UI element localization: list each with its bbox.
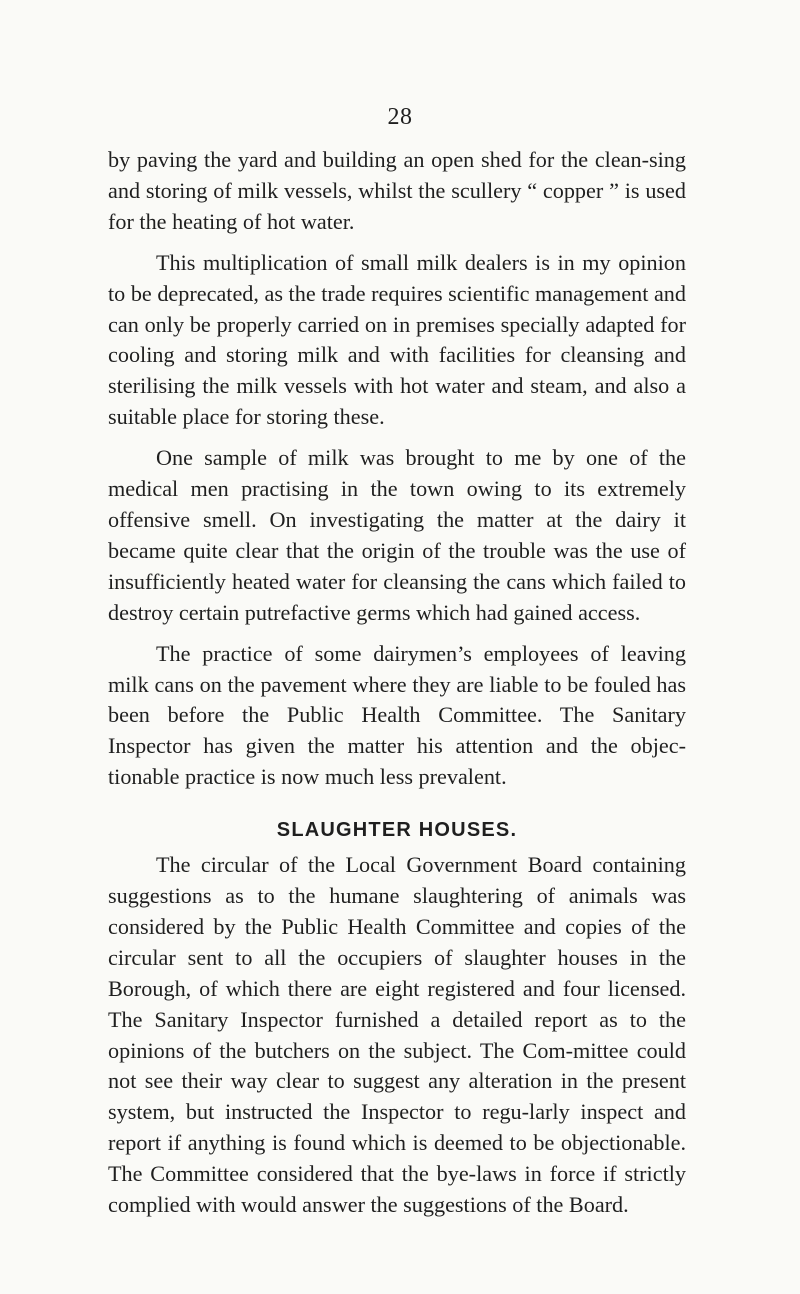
paragraph-milk-sample: One sample of milk was brought to me by one of the medical men practising in the town owing to its extremely offensive smell. On investigating the matter at the dairy it became quite clear that the origin of the trouble was the use of insufficiently heated water for cleansing the cans which failed to destroy certain putrefactive germs which had gained access. xyxy=(108,445,686,625)
paragraph-shed-continuation: by paving the yard and building an open shed for the clean-sing and storing of milk vessels, whilst the scullery “ copper ” is used for the heating of hot water. xyxy=(108,147,686,234)
page-number: 28 xyxy=(387,104,413,130)
paragraph-slaughter-circular: The circular of the Local Government Board containing suggestions as to the humane slaughtering of animals was considered by the Public Health Committee and copies of the circular sent to all the occupiers of slaughter houses in the Borough, of which there are eight registered and four licensed. The Sanitary Inspector furnished a detailed report as to the opinions of the butchers on the subject. The Com-mittee could not see their way clear to suggest any alteration in the present system, but instructed the Inspector to regu-larly inspect and report if anything is found which is deemed to be objectionable. The Committee considered that the bye-laws in force if strictly complied with would answer the suggestions of the Board. xyxy=(108,852,686,1218)
paragraph-milk-cans: The practice of some dairymen’s employees of leaving milk cans on the pavement where they are liable to be fouled has been before the Public Health Committee. The Sanitary Inspector has given the matter his attention and the objec-tionable practice is now much less prevalent. xyxy=(108,640,686,790)
body-text xyxy=(108,145,686,1221)
paragraph-milk-dealers: This multiplication of small milk dealers is in my opinion to be deprecated, as the trade requires scientific management and can only be properly carried on in premises specially adapted for cooling and storing milk and with facilities for cleansing and sterilising the milk vessels with hot water and steam, and also a suitable place for storing these. xyxy=(108,249,686,430)
section-heading-slaughter-houses: SLAUGHTER HOUSES. xyxy=(276,819,518,842)
